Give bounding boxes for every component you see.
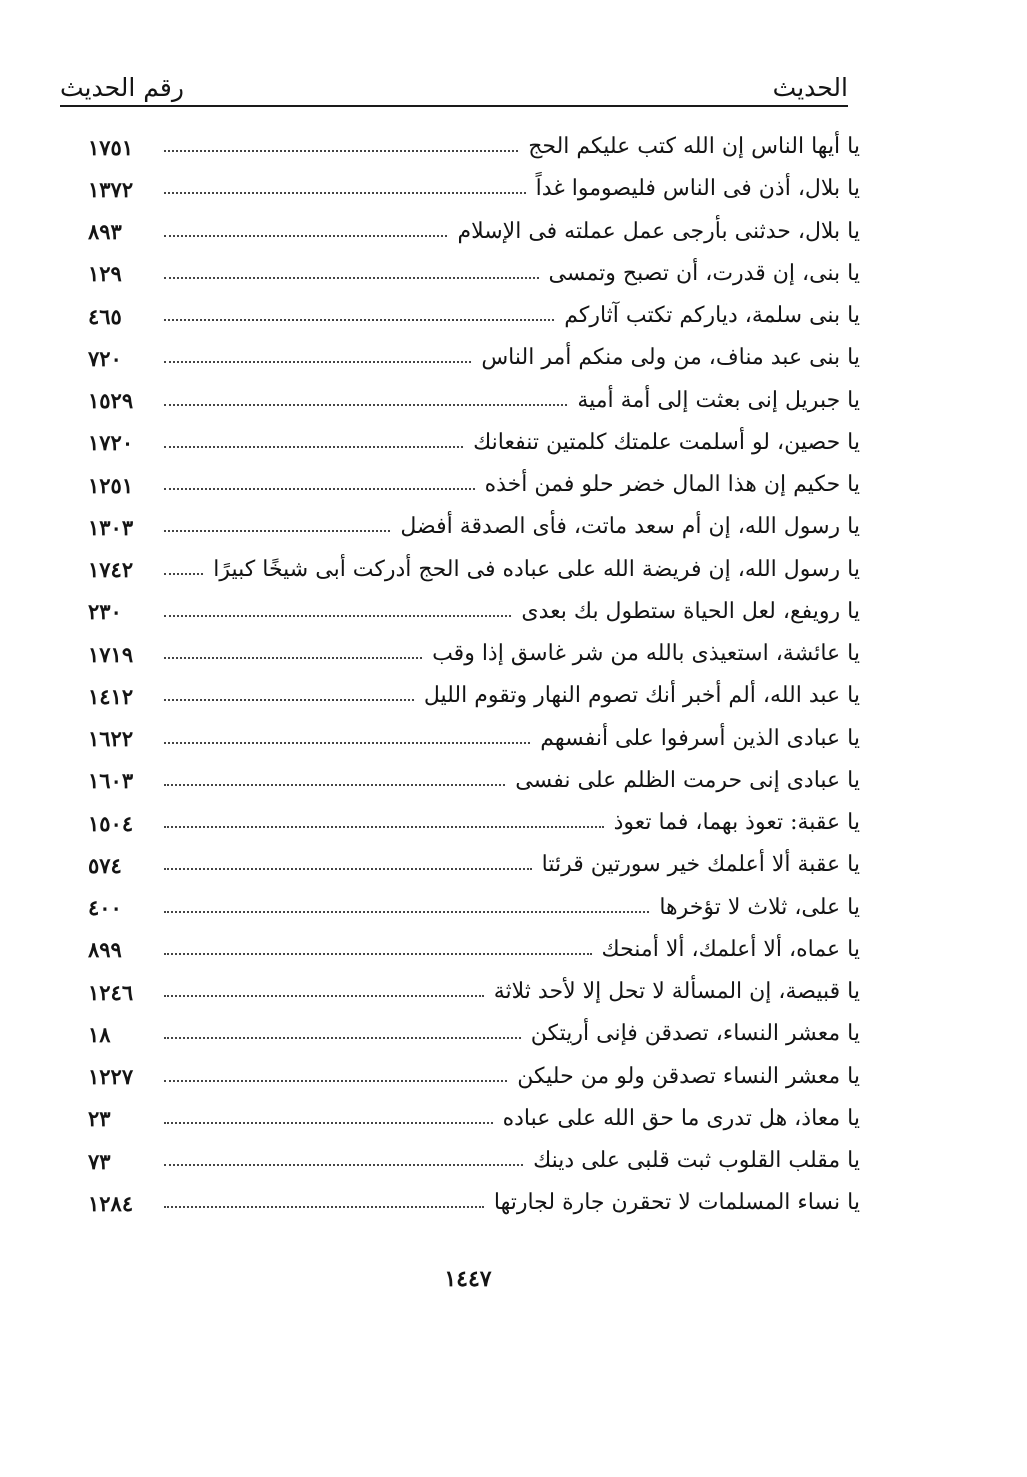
hadith-number: ١٢٨٤ bbox=[88, 1190, 134, 1216]
hadith-text: يا عقبة ألا أعلمك خير سورتين قرئتا bbox=[541, 852, 860, 878]
list-item bbox=[88, 295, 860, 337]
list-item bbox=[88, 1182, 860, 1224]
dot-leader bbox=[164, 319, 554, 321]
list-item bbox=[88, 1056, 860, 1098]
hadith-number: ١٧٢٠ bbox=[88, 430, 134, 456]
hadith-text: يا معشر النساء، تصدقن فإنى أريتكن bbox=[530, 1021, 860, 1047]
hadith-number: ٧٣ bbox=[88, 1148, 111, 1174]
hadith-number: ١٧١٩ bbox=[88, 641, 134, 667]
hadith-text: يا رويفع، لعل الحياة ستطول بك بعدى bbox=[521, 598, 860, 624]
dot-leader bbox=[164, 446, 463, 448]
list-item bbox=[88, 802, 860, 844]
hadith-text: يا حكيم إن هذا المال خضر حلو فمن أخذه bbox=[484, 472, 860, 498]
hadith-number: ١٢٤٦ bbox=[88, 979, 134, 1005]
list-item bbox=[88, 464, 860, 506]
list-item bbox=[88, 844, 860, 886]
hadith-text: يا عبادى الذين أسرفوا على أنفسهم bbox=[540, 725, 860, 751]
hadith-number: ١٥٠٤ bbox=[88, 810, 134, 836]
hadith-text: يا عائشة، استعيذى بالله من شر غاسق إذا وقب bbox=[432, 641, 860, 667]
hadith-text: يا على، ثلاث لا تؤخرها bbox=[659, 894, 860, 920]
list-item bbox=[88, 887, 860, 929]
list-item bbox=[88, 929, 860, 971]
hadith-number: ٤٠٠ bbox=[88, 895, 122, 921]
dot-leader bbox=[164, 868, 532, 870]
dot-leader bbox=[164, 150, 518, 152]
dot-leader bbox=[164, 1080, 507, 1082]
dot-leader bbox=[164, 826, 604, 828]
list-item bbox=[88, 971, 860, 1013]
dot-leader bbox=[164, 699, 414, 701]
hadith-number: ١٦٠٣ bbox=[88, 768, 134, 794]
hadith-text: يا عماه، ألا أعلمك، ألا أمنحك bbox=[601, 936, 860, 962]
dot-leader bbox=[164, 1206, 484, 1208]
list-item bbox=[88, 380, 860, 422]
hadith-number: ١٤١٢ bbox=[88, 683, 134, 709]
dot-leader bbox=[164, 784, 505, 786]
dot-leader bbox=[164, 277, 539, 279]
dot-leader bbox=[164, 1122, 493, 1124]
hadith-number: ٨٩٣ bbox=[88, 219, 122, 245]
list-item bbox=[88, 422, 860, 464]
hadith-text: يا بنى عبد مناف، من ولى منكم أمر الناس bbox=[481, 345, 860, 371]
list-item bbox=[88, 1140, 860, 1182]
dot-leader bbox=[164, 235, 447, 237]
hadith-number: ١٨ bbox=[88, 1021, 111, 1047]
hadith-number: ٧٢٠ bbox=[88, 345, 122, 371]
hadith-number: ١٧٥١ bbox=[88, 134, 134, 160]
dot-leader bbox=[164, 361, 471, 363]
hadith-text: يا قبيصة، إن المسألة لا تحل إلا لأحد ثلاثة bbox=[493, 979, 860, 1005]
dot-leader bbox=[164, 404, 567, 406]
list-item bbox=[88, 633, 860, 675]
hadith-text: يا بلال، أذن فى الناس فليصوموا غداً bbox=[535, 176, 860, 202]
hadith-text: يا مقلب القلوب ثبت قلبى على دينك bbox=[533, 1148, 860, 1174]
list-item bbox=[88, 506, 860, 548]
hadith-text: يا رسول الله، إن فريضة الله على عباده فى الحج أدركت أبى شيخًا كبيرًا bbox=[213, 556, 860, 582]
hadith-text: يا معشر النساء تصدقن ولو من حليكن bbox=[517, 1063, 860, 1089]
hadith-text: يا نساء المسلمات لا تحقرن جارة لجارتها bbox=[493, 1190, 860, 1216]
list-item bbox=[88, 126, 860, 168]
dot-leader bbox=[164, 488, 475, 490]
dot-leader bbox=[164, 192, 526, 194]
header-divider bbox=[60, 105, 848, 107]
hadith-text: يا حصين، لو أسلمت علمتك كلمتين تنفعانك bbox=[473, 429, 860, 455]
dot-leader bbox=[164, 657, 422, 659]
list-item bbox=[88, 168, 860, 210]
hadith-text: يا عبادى إنى حرمت الظلم على نفسى bbox=[515, 767, 860, 793]
hadith-text: يا معاذ، هل تدرى ما حق الله على عباده bbox=[502, 1105, 860, 1131]
dot-leader bbox=[164, 530, 390, 532]
dot-leader bbox=[164, 615, 511, 617]
hadith-number: ١٢٩ bbox=[88, 261, 122, 287]
hadith-number: ١٧٤٢ bbox=[88, 557, 134, 583]
hadith-number: ٨٩٩ bbox=[88, 937, 122, 963]
dot-leader bbox=[164, 573, 203, 575]
hadith-text: يا عقبة: تعوذ بهما، فما تعوذ bbox=[613, 810, 860, 836]
hadith-text: يا رسول الله، إن أم سعد ماتت، فأى الصدقة أفضل bbox=[400, 514, 860, 540]
list-item bbox=[88, 675, 860, 717]
hadith-number: ١٢٥١ bbox=[88, 472, 134, 498]
list-item bbox=[88, 718, 860, 760]
hadith-text: يا أيها الناس إن الله كتب عليكم الحج bbox=[528, 134, 860, 160]
page-header bbox=[60, 66, 848, 102]
hadith-text: يا جبريل إنى بعثت إلى أمة أمية bbox=[577, 387, 860, 413]
hadith-text: يا بنى، إن قدرت، أن تصبح وتمسى bbox=[548, 260, 860, 286]
hadith-number: ٤٦٥ bbox=[88, 303, 122, 329]
list-item bbox=[88, 253, 860, 295]
page-number: ١٤٤٧ bbox=[444, 1266, 492, 1292]
dot-leader bbox=[164, 1037, 521, 1039]
list-item bbox=[88, 1013, 860, 1055]
hadith-number: ١٥٢٩ bbox=[88, 388, 134, 414]
dot-leader bbox=[164, 1164, 523, 1166]
hadith-number: ٥٧٤ bbox=[88, 852, 122, 878]
dot-leader bbox=[164, 742, 530, 744]
list-item bbox=[88, 337, 860, 379]
hadith-number: ١٣٧٢ bbox=[88, 176, 134, 202]
hadith-number: ١٦٢٢ bbox=[88, 726, 134, 752]
hadith-number: ١٣٠٣ bbox=[88, 514, 134, 540]
list-item bbox=[88, 211, 860, 253]
dot-leader bbox=[164, 995, 484, 997]
list-item bbox=[88, 1098, 860, 1140]
hadith-number: ٢٣٠ bbox=[88, 599, 122, 625]
hadith-column-heading: الحديث bbox=[772, 73, 848, 102]
hadith-number: ١٢٢٧ bbox=[88, 1064, 134, 1090]
dot-leader bbox=[164, 953, 592, 955]
list-item bbox=[88, 760, 860, 802]
hadith-number: ٢٣ bbox=[88, 1106, 111, 1132]
hadith-text: يا بنى سلمة، دياركم تكتب آثاركم bbox=[564, 303, 860, 329]
hadith-text: يا عبد الله، ألم أخبر أنك تصوم النهار وتقوم الليل bbox=[423, 683, 860, 709]
number-column-heading: رقم الحديث bbox=[60, 73, 184, 102]
hadith-index-list bbox=[88, 126, 860, 1225]
list-item bbox=[88, 549, 860, 591]
hadith-text: يا بلال، حدثنى بأرجى عمل عملته فى الإسلام bbox=[457, 218, 860, 244]
list-item bbox=[88, 591, 860, 633]
dot-leader bbox=[164, 911, 649, 913]
